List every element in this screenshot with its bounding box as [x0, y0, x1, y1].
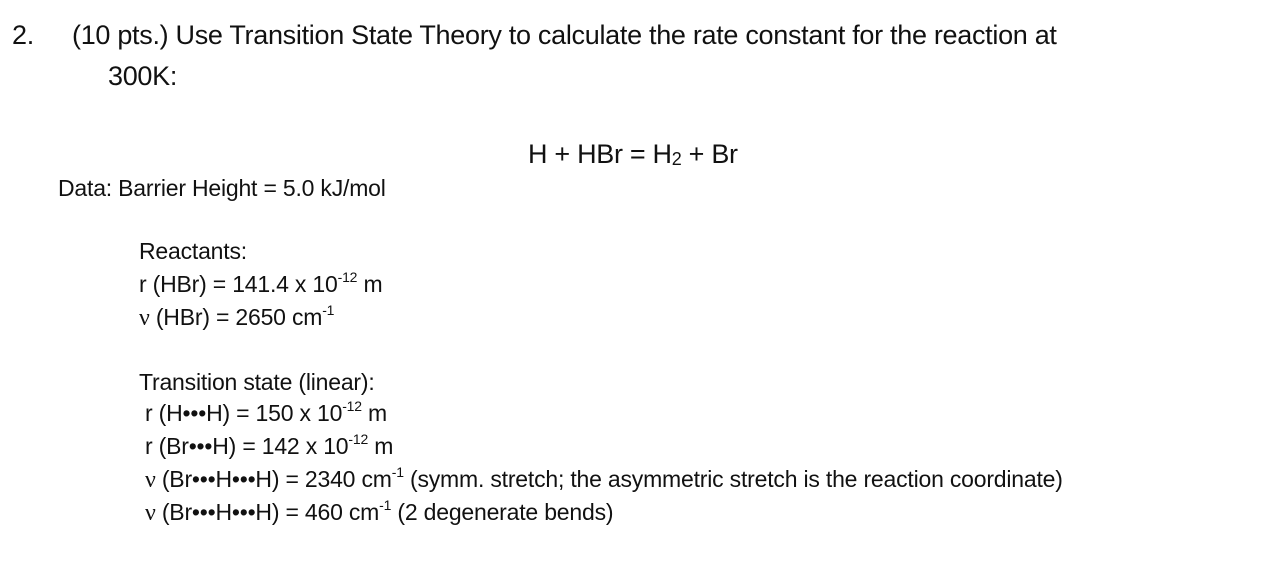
ts-nu2-note: (2 degenerate bends) — [391, 499, 614, 525]
reactant-r-exponent: -12 — [337, 269, 358, 285]
ts-hh-exponent: -12 — [342, 398, 362, 414]
ts-hh-lhs: r (H•••H) = 150 x 10 — [145, 400, 343, 426]
ts-nu1-note: (symm. stretch; the asymmetric stretch is the reaction coordinate) — [403, 466, 1063, 492]
ts-nu1-lhs: (Br•••H•••H) = 2340 cm — [155, 466, 392, 492]
nu-symbol: ν — [145, 467, 156, 493]
ts-symmetric-stretch — [145, 466, 1063, 494]
data-heading: Data: Barrier Height = 5.0 kJ/mol — [58, 175, 386, 201]
ts-bend — [145, 499, 613, 527]
reaction-subscript: 2 — [671, 149, 682, 169]
reactant-frequency — [139, 304, 334, 332]
nu-symbol: ν — [139, 305, 150, 331]
reactant-bond-length — [139, 271, 382, 298]
ts-brh-unit: m — [368, 433, 394, 459]
reaction-equation — [528, 139, 738, 170]
reaction-left: H + HBr = H — [528, 139, 672, 169]
reactant-r-unit: m — [357, 271, 383, 297]
question-text-line1: (10 pts.) Use Transition State Theory to calculate the rate constant for the reaction at — [72, 20, 1057, 50]
ts-nu2-lhs: (Br•••H•••H) = 460 cm — [155, 499, 380, 525]
ts-nu1-exponent: -1 — [391, 464, 404, 480]
transition-state-label: Transition state (linear): — [139, 369, 375, 395]
reaction-right: + Br — [681, 139, 738, 169]
ts-nu2-exponent: -1 — [379, 497, 392, 513]
question-number: 2. — [12, 20, 34, 50]
reactants-label: Reactants: — [139, 238, 247, 264]
ts-brh-distance — [145, 433, 393, 460]
reactant-r-lhs: r (HBr) = 141.4 x 10 — [139, 271, 338, 297]
reactant-nu-lhs: (HBr) = 2650 cm — [149, 304, 323, 330]
question-text-line2: 300K: — [108, 61, 178, 91]
nu-symbol: ν — [145, 500, 156, 526]
ts-brh-lhs: r (Br•••H) = 142 x 10 — [145, 433, 349, 459]
ts-brh-exponent: -12 — [348, 431, 369, 447]
ts-hh-unit: m — [361, 400, 387, 426]
ts-hh-distance — [145, 400, 387, 427]
reactant-nu-exponent: -1 — [322, 302, 335, 318]
